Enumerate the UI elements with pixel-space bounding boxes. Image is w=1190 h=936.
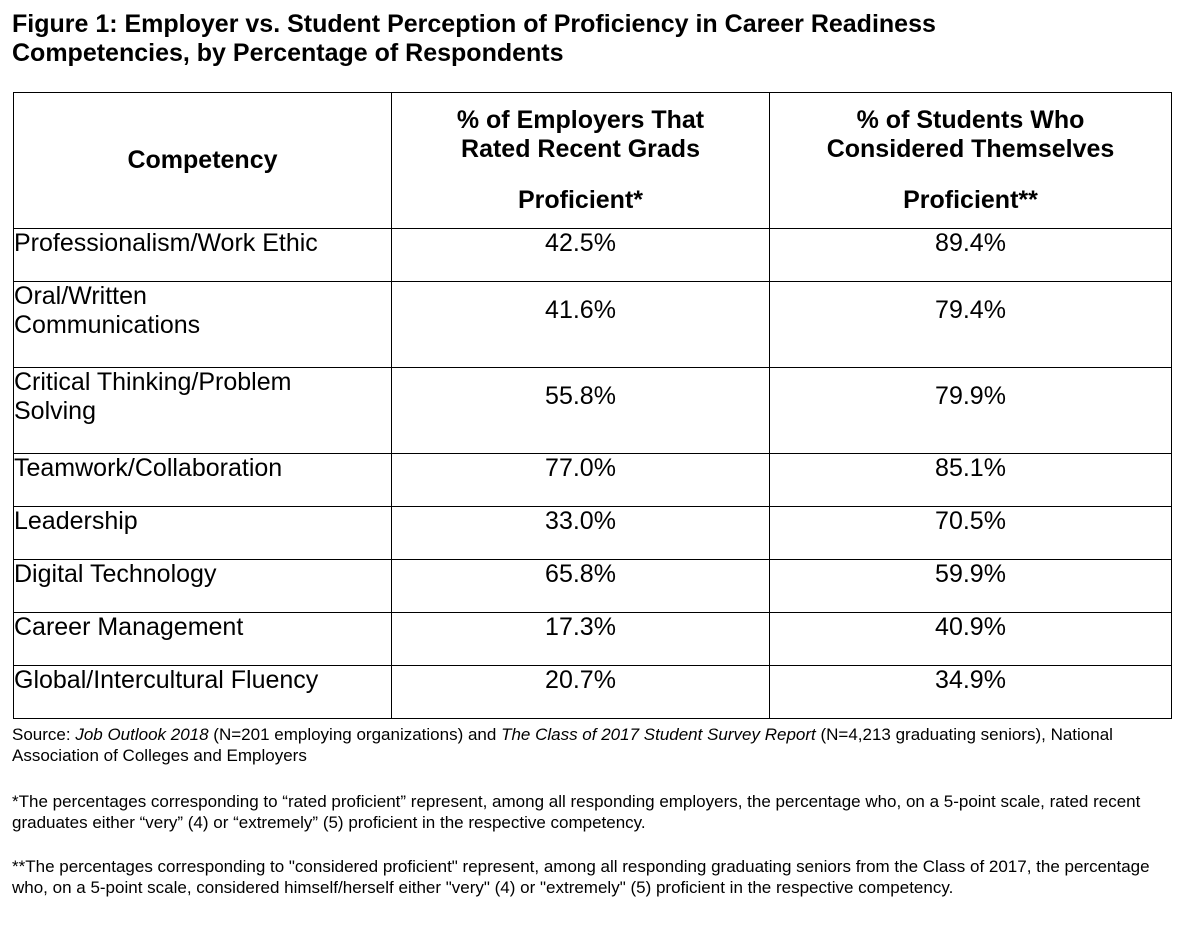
source-report-2: The Class of 2017 Student Survey Report	[501, 725, 816, 744]
students-value: 34.9%	[770, 666, 1172, 719]
competency-cell	[14, 560, 392, 613]
source-prefix: Source:	[12, 725, 76, 744]
students-value-text: 79.9%	[935, 382, 1006, 410]
competency-cell	[14, 507, 392, 560]
students-value: 89.4%	[770, 229, 1172, 282]
competency-label: Global/Intercultural Fluency	[14, 666, 319, 694]
competency-cell	[14, 454, 392, 507]
table-row	[14, 282, 1172, 368]
header-competency-label: Competency	[127, 146, 278, 174]
competency-label: Digital Technology	[14, 560, 217, 588]
figure-title-line-1: Figure 1: Employer vs. Student Perception of Proficiency in Career Readiness	[12, 10, 936, 38]
employers-value: 77.0%	[392, 454, 770, 507]
students-value-text: 79.4%	[935, 296, 1006, 324]
source-note	[12, 724, 1182, 766]
employers-value: 33.0%	[392, 507, 770, 560]
header-employers-line-1: % of Employers That	[456, 106, 705, 134]
employers-value: 65.8%	[392, 560, 770, 613]
competency-label: Professionalism/Work Ethic	[14, 229, 318, 257]
competency-label: Oral/Written	[14, 282, 147, 310]
competency-label: Leadership	[14, 507, 138, 535]
table-row	[14, 229, 1172, 282]
table-row	[14, 666, 1172, 719]
header-employers-line-3: Proficient*	[517, 186, 644, 214]
table-row	[14, 613, 1172, 666]
figure-title-line-2: Competencies, by Percentage of Respondents	[12, 39, 564, 67]
figure-title	[12, 10, 1172, 68]
employers-value: 42.5%	[392, 229, 770, 282]
competency-label-line-2: Communications	[14, 311, 201, 339]
header-employers-line-2: Rated Recent Grads	[461, 135, 700, 163]
source-suffix: (N=4,213 graduating seniors), National Association of Colleges and Employers	[12, 725, 1113, 765]
header-students-line-3: Proficient**	[903, 186, 1038, 214]
competency-cell	[14, 613, 392, 666]
competency-cell	[14, 368, 392, 454]
employers-value-text: 55.8%	[545, 382, 616, 410]
students-value: 70.5%	[770, 507, 1172, 560]
footnote-employers: *The percentages corresponding to “rated proficient” represent, among all responding employers, the percentage who, on a 5-point scale, rated recent graduates either “very” (4) or “extremely” (5) proficient in the respective competency.	[12, 792, 1141, 832]
employers-value: 17.3%	[392, 613, 770, 666]
table-row	[14, 368, 1172, 454]
source-report-1: Job Outlook 2018	[75, 725, 209, 744]
students-value	[770, 282, 1172, 368]
header-students-line-2: Considered Themselves	[826, 135, 1115, 163]
competency-cell	[14, 282, 392, 368]
table-header-row	[14, 93, 1172, 229]
students-value: 59.9%	[770, 560, 1172, 613]
students-value: 85.1%	[770, 454, 1172, 507]
header-students	[770, 93, 1172, 229]
employers-value: 20.7%	[392, 666, 770, 719]
competency-cell	[14, 666, 392, 719]
employers-value	[392, 282, 770, 368]
table-row	[14, 560, 1172, 613]
competency-label: Critical Thinking/Problem	[14, 368, 292, 396]
header-students-line-1: % of Students Who	[856, 106, 1085, 134]
header-competency	[14, 93, 392, 229]
competency-label-line-2: Solving	[14, 397, 96, 425]
competency-table	[13, 92, 1172, 719]
source-mid: (N=201 employing organizations) and	[208, 725, 502, 744]
employers-value	[392, 368, 770, 454]
students-value	[770, 368, 1172, 454]
competency-label: Teamwork/Collaboration	[14, 454, 283, 482]
competency-label: Career Management	[14, 613, 244, 641]
table-row	[14, 454, 1172, 507]
footnote-students: **The percentages corresponding to "considered proficient" represent, among all responding graduating seniors from the Class of 2017, the percentage who, on a 5-point scale, considered himself/herself either "very" (4) or "extremely" (5) proficient in the respective competency.	[12, 857, 1150, 897]
employers-value-text: 41.6%	[545, 296, 616, 324]
students-value: 40.9%	[770, 613, 1172, 666]
table-row	[14, 507, 1172, 560]
header-employers	[392, 93, 770, 229]
competency-cell	[14, 229, 392, 282]
